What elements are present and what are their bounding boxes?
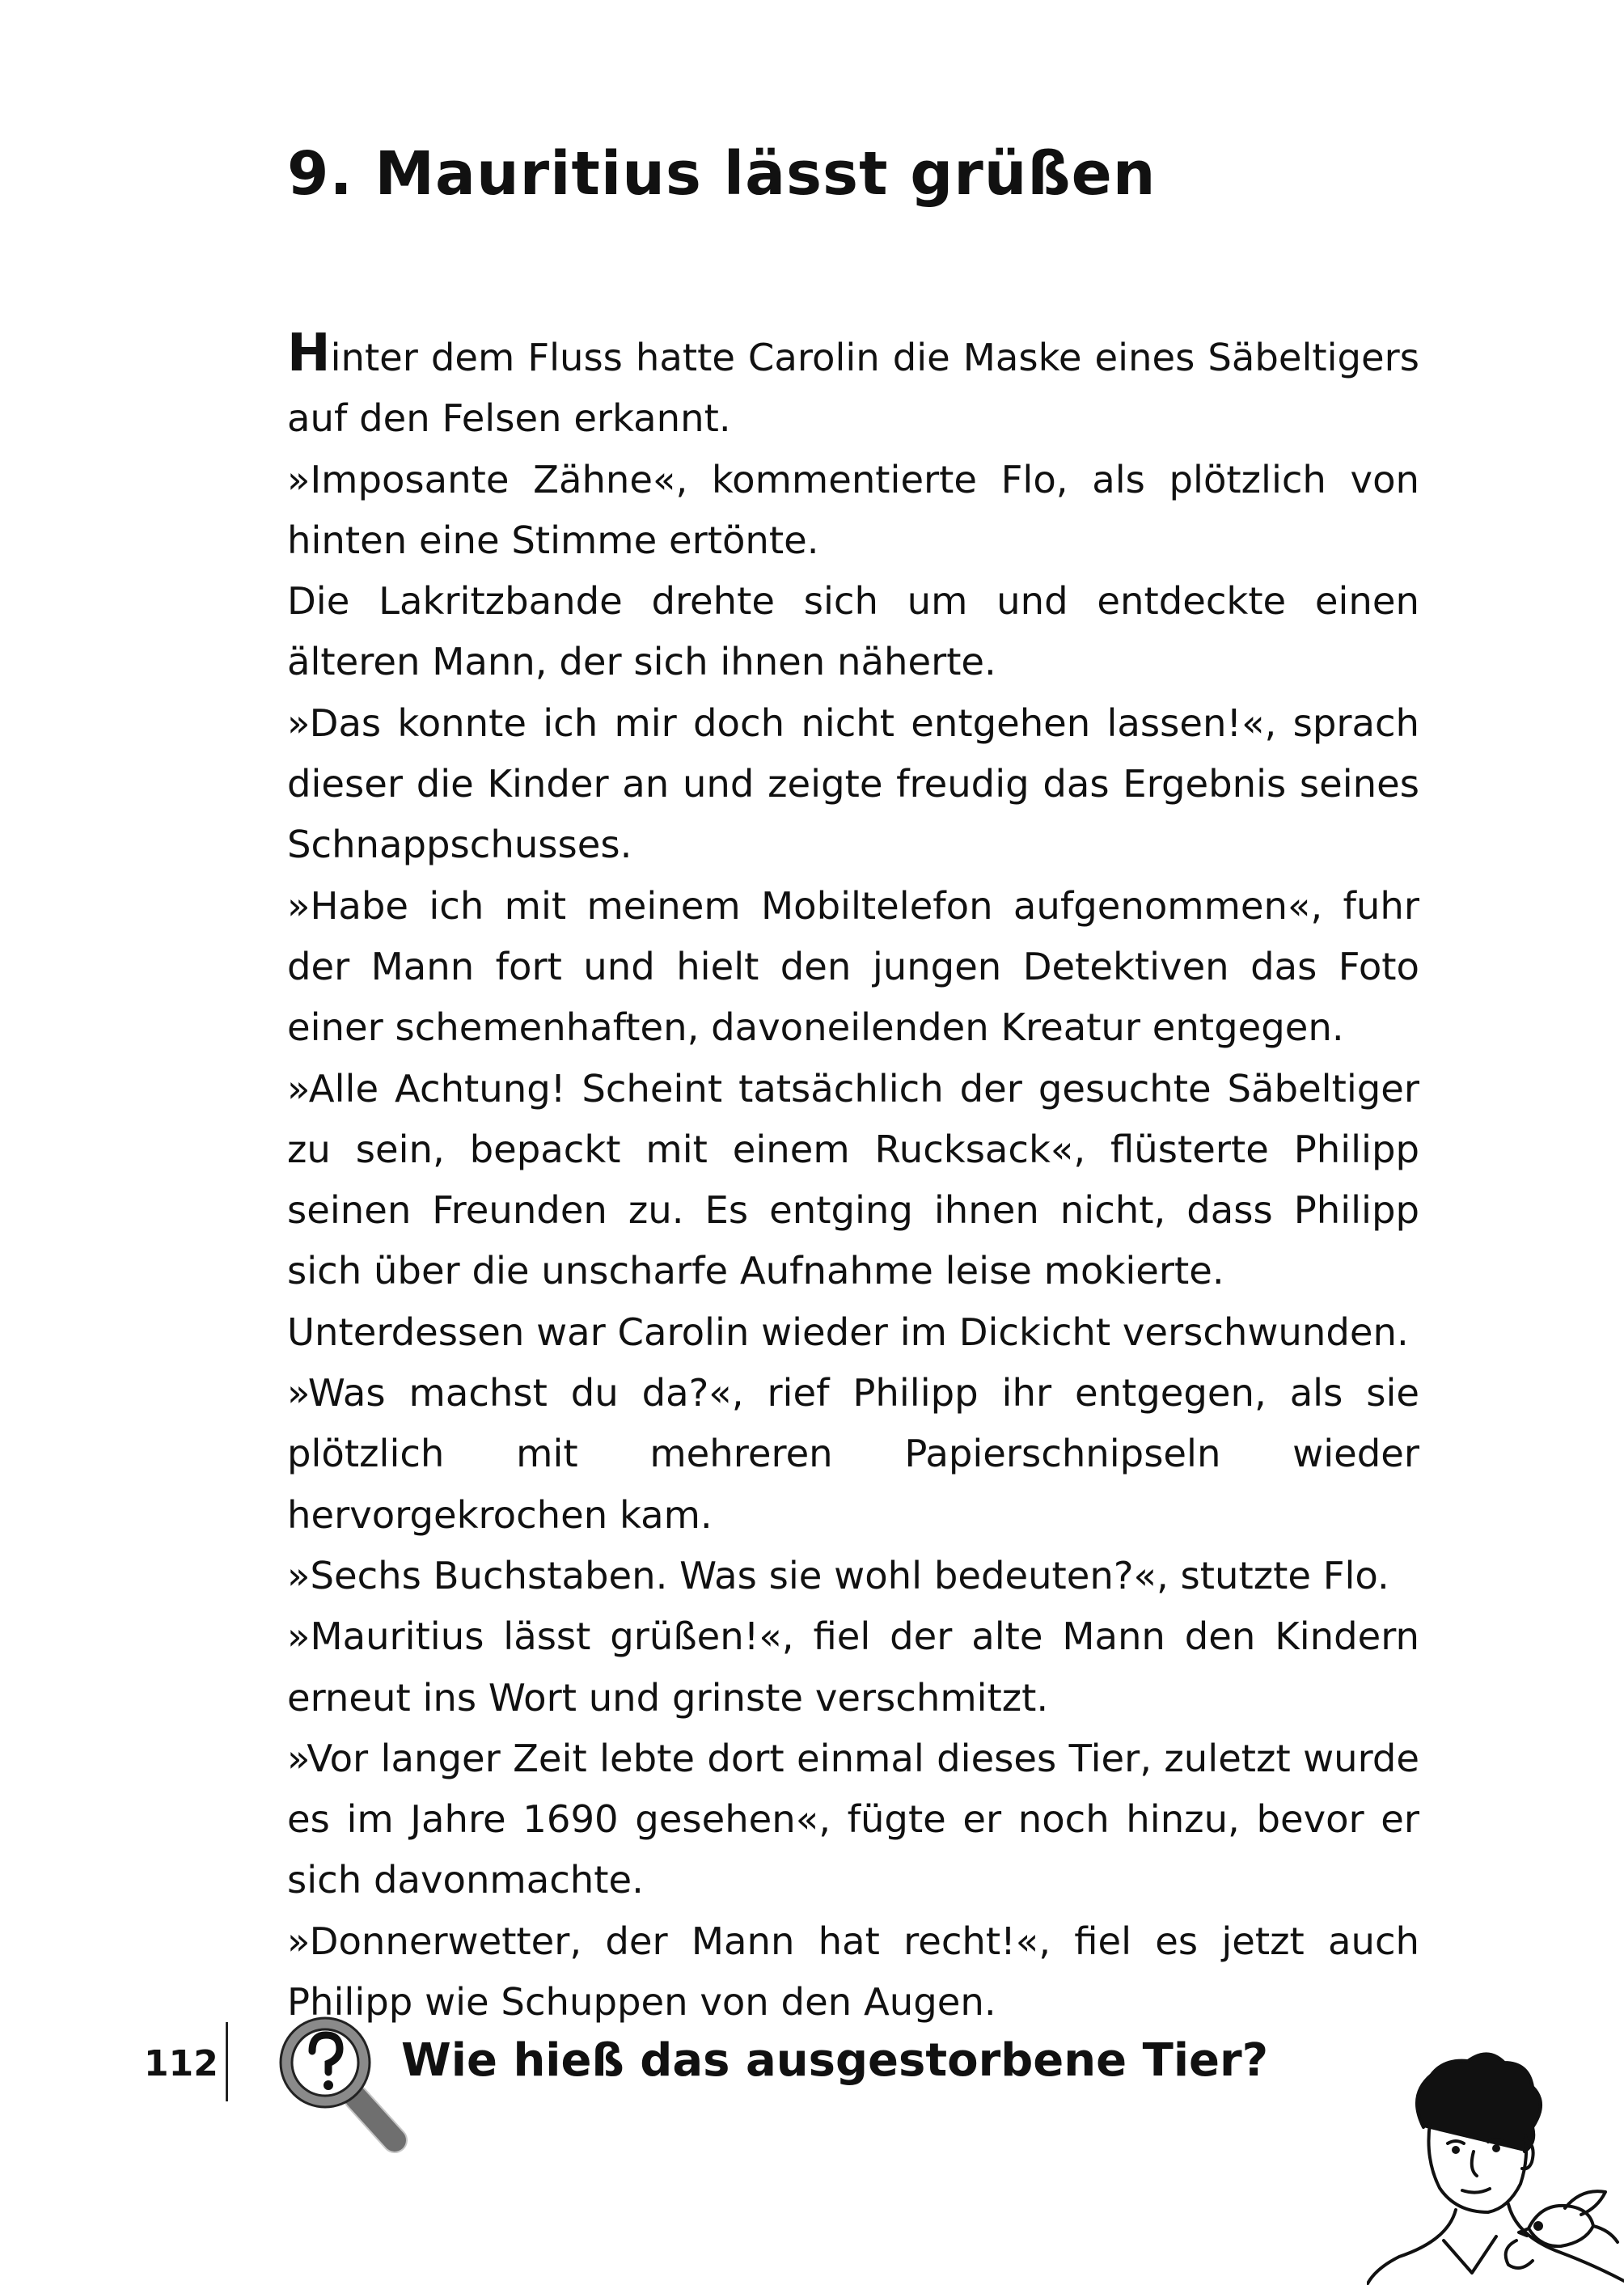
paragraph-3: Die Lakritzbande drehte sich um und entdeckte einen älteren Mann, der sich ihnen näherte.	[287, 579, 1419, 684]
paragraph-1	[287, 324, 1419, 450]
paragraph-10: »Mauritius lässt grüßen!«, fiel der alte Mann den Kindern erneut ins Wort und grinste verschmitzt.	[287, 1614, 1419, 1720]
paragraph-7: Unterdessen war Carolin wieder im Dickicht verschwunden.	[287, 1310, 1409, 1354]
story-text	[287, 324, 1419, 2033]
paragraph-9: »Sechs Buchstaben. Was sie wohl bedeuten?«, stutzte Flo.	[287, 1553, 1389, 1597]
paragraph-8: »Was machst du da?«, rief Philipp ihr entgegen, als sie plötzlich mit mehreren Papierschnipseln wieder hervorgekrochen kam.	[287, 1371, 1419, 1537]
paragraph-11: »Vor langer Zeit lebte dort einmal dieses Tier, zuletzt wurde es im Jahre 1690 gesehen«, fügte er noch hinzu, bevor er sich davonmachte.	[287, 1736, 1419, 1902]
paragraph-5: »Habe ich mit meinem Mobiltelefon aufgenommen«, fuhr der Mann fort und hielt den jungen Detektiven das Foto einer schemenhaften, davoneilenden Kreatur entgegen.	[287, 883, 1419, 1050]
boy-with-bird-illustration	[1367, 2038, 1624, 2285]
paragraph-6: »Alle Achtung! Scheint tatsächlich der gesuchte Säbeltiger zu sein, bepackt mit einem Rucksack«, flüsterte Philipp seinen Freunden zu. Es entging ihnen nicht, dass Philipp sich über die unscharfe Aufnahme leise mokierte.	[287, 1066, 1419, 1293]
page-number: 112	[144, 2043, 218, 2084]
paragraph-4: »Das konnte ich mir doch nicht entgehen lassen!«, sprach dieser die Kinder an und zeigte freudig das Ergebnis seines Schnappschusses.	[287, 700, 1419, 867]
chapter-title: 9. Mauritius lässt grüßen	[287, 139, 1157, 209]
page-number-divider	[226, 2022, 228, 2101]
paragraph-12: »Donnerwetter, der Mann hat recht!«, fiel es jetzt auch Philipp wie Schuppen von den Augen.	[287, 1919, 1419, 2025]
paragraph-2: »Imposante Zähne«, kommentierte Flo, als plötzlich von hinten eine Stimme ertönte.	[287, 457, 1419, 562]
question-text: Wie hieß das ausgestorbene Tier?	[401, 2034, 1269, 2087]
paragraph-1-text: inter dem Fluss hatte Carolin die Maske eines Säbeltigers auf den Felsen erkannt.	[287, 336, 1419, 441]
magnifier-question-icon	[275, 2012, 421, 2158]
drop-cap: H	[287, 324, 331, 383]
